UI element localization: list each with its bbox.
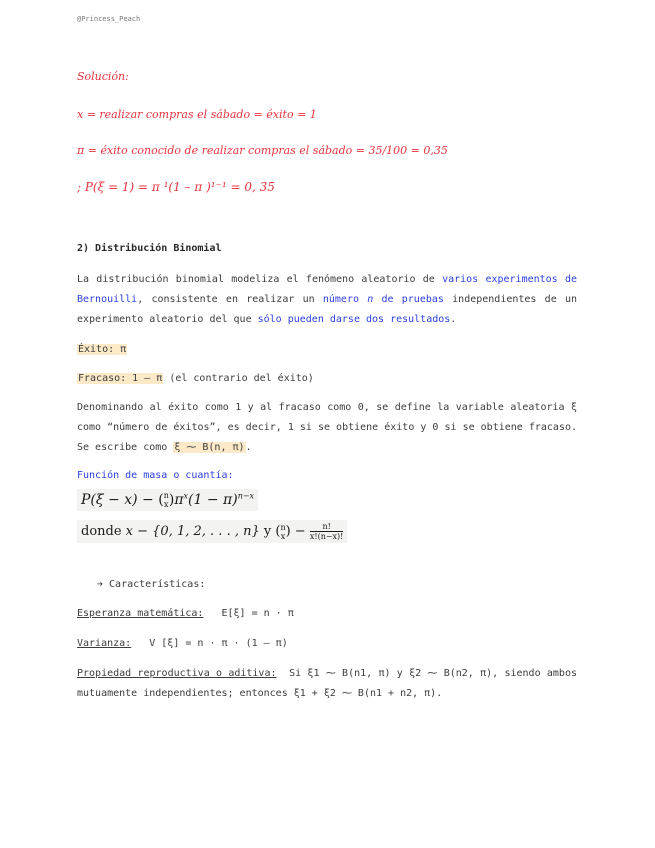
- binom2-bottom: x: [280, 531, 286, 541]
- exito-label: Éxito: π: [78, 344, 127, 355]
- mass-function-title: Función de masa o cuantía:: [77, 470, 234, 481]
- intro-text-2: , consistente en realizar un: [137, 294, 323, 305]
- intro-highlight-n: n: [367, 294, 374, 305]
- section-heading: 2) Distribución Binomial: [77, 243, 222, 254]
- propiedad-value: Si ξ1 ⁓ B(n1, π) y ξ2 ⁓ B(n2, π), siendo ambos mutuamente independientes; entonces ξ1 + ξ2 ⁓ B(n1 + n2, π).: [77, 668, 577, 699]
- formula-eq: −: [290, 524, 310, 539]
- esperanza-label: Esperanza matemática:: [77, 608, 204, 619]
- fraction-numerator: n!: [310, 522, 344, 532]
- formula-lhs: P(ξ − x) −: [81, 492, 159, 508]
- intro-text-3: independientes de un experimento aleatorio del que: [77, 294, 577, 325]
- intro-paragraph: [77, 270, 577, 330]
- intro-text-4: .: [450, 314, 457, 325]
- propiedad-paragraph: [77, 664, 577, 704]
- denominando-text: Denominando al éxito como 1 y al fracaso como 0, se define la variable aleatoria ξ como “número de éxitos”, es decir, 1 si se obtiene éxito y 0 si se obtiene fracaso. Se escribe como: [77, 402, 577, 453]
- varianza-value: V [ξ] = n · π · (1 – π): [149, 638, 288, 649]
- binom-bottom: x: [164, 500, 169, 509]
- solution-line-2: π = éxito conocido de realizar compras el sábado = 35/100 = 0,35: [77, 144, 448, 157]
- caracteristicas-item: ➔ Características:: [97, 579, 206, 590]
- formula-exp-n-x: n−x: [237, 491, 255, 501]
- intro-highlight-numero: número: [322, 294, 368, 305]
- esperanza-line: [77, 604, 577, 624]
- formula-pi: π: [174, 492, 184, 508]
- formula-y: y: [259, 524, 276, 539]
- formula-set: x − {0, 1, 2, . . . , n}: [125, 524, 260, 539]
- formula-donde: donde: [81, 524, 126, 539]
- exito-line: [77, 340, 577, 360]
- denominando-end: .: [245, 442, 252, 453]
- watermark: @Princess_Peach: [77, 15, 141, 23]
- fracaso-note: (el contrario del éxito): [163, 373, 314, 384]
- intro-text-1: La distribución binomial modeliza el fenómeno aleatorio de: [77, 274, 443, 285]
- formula-mass-function: P(ξ − x) − ( n x )$\pi^x(1 - \pi)^{n-x}$: [77, 489, 258, 511]
- intro-highlight-pruebas: de pruebas: [373, 294, 444, 305]
- fracaso-label: Fracaso: 1 – π: [78, 373, 163, 384]
- intro-highlight-bernouilli: varios experimentos de Bernouilli: [77, 274, 577, 305]
- varianza-label: Varianza:: [77, 638, 132, 649]
- solution-line-3: ; P(ξ = 1) = π ¹(1 – π )¹⁻¹ = 0, 35: [77, 180, 275, 194]
- denominando-paragraph: [77, 398, 577, 458]
- intro-highlight-resultados: sólo pueden darse dos resultados: [257, 314, 451, 325]
- propiedad-label: Propiedad reproductiva o aditiva:: [77, 668, 277, 679]
- binom-top: n: [163, 491, 169, 500]
- varianza-line: [77, 634, 577, 654]
- formula-exp-x: x: [183, 491, 189, 501]
- solution-line-1: x = realizar compras el sábado = éxito = 1: [77, 108, 317, 121]
- esperanza-value: E[ξ] = n · π: [221, 608, 294, 619]
- formula-domain: donde x − {0, 1, 2, . . . , n} y ( n x ) − $\frac{n!}{x!(n-x)!}$: [77, 520, 347, 543]
- binom2-top: n: [280, 522, 286, 532]
- binomial-notation: ξ ⁓ B(n, π): [174, 442, 245, 453]
- formula-complement: (1 − π): [188, 492, 238, 508]
- fraction-denominator: x!(n−x)!: [309, 532, 344, 541]
- solution-title: Solución:: [77, 70, 129, 83]
- fracaso-line: [77, 369, 577, 389]
